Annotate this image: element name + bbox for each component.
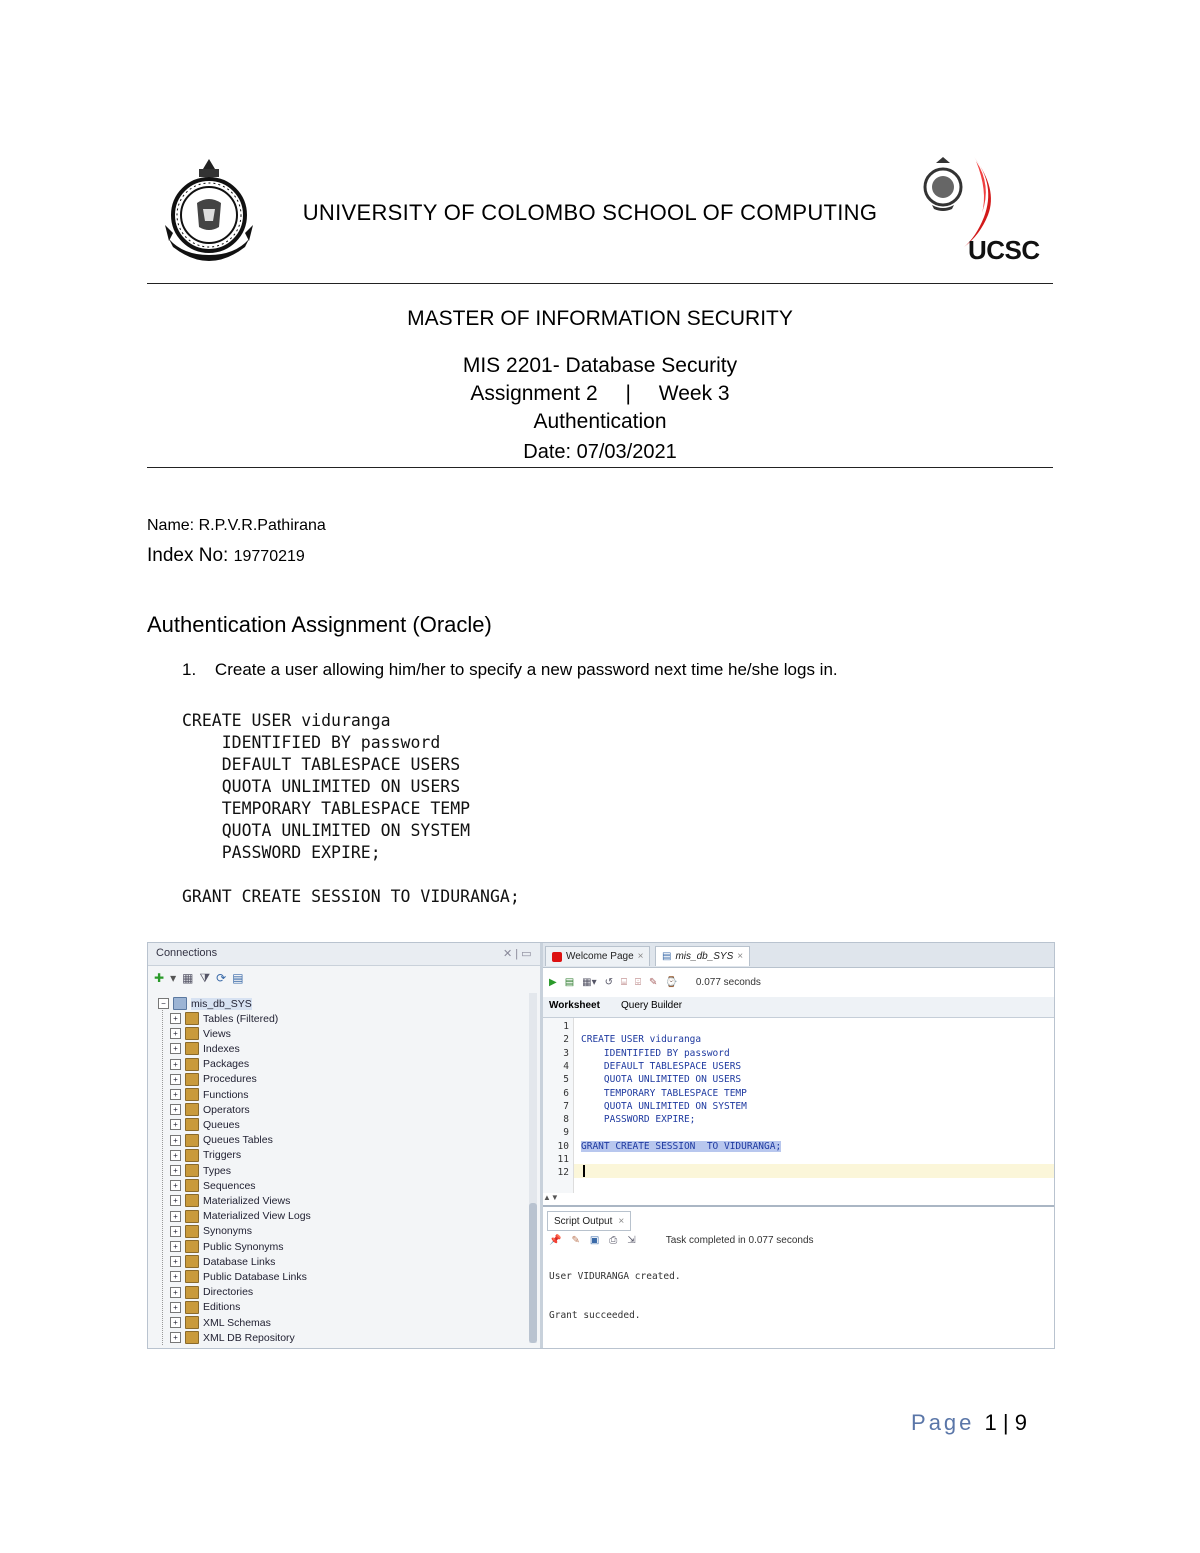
code-line: CREATE USER viduranga bbox=[182, 711, 391, 730]
student-index bbox=[147, 545, 305, 567]
question-number: 1. bbox=[182, 660, 197, 679]
sql-editor-pane bbox=[543, 943, 1054, 1348]
tree-node[interactable] bbox=[170, 1239, 284, 1254]
folder-icon bbox=[185, 1088, 199, 1101]
tree-node[interactable] bbox=[170, 1087, 249, 1102]
tree-node-label: Tables (Filtered) bbox=[203, 1012, 279, 1025]
connections-toolbar bbox=[154, 971, 244, 991]
tree-node-label: Synonyms bbox=[203, 1225, 253, 1238]
question-text: Create a user allowing him/her to specify a new password next time he/she logs in. bbox=[214, 660, 838, 679]
connections-title: Connections bbox=[156, 947, 218, 959]
format-icon[interactable]: ✎ bbox=[649, 976, 658, 988]
university-title: UNIVERSITY OF COLOMBO SCHOOL OF COMPUTING bbox=[302, 200, 878, 225]
sql-editor-line: TEMPORARY TABLESPACE TEMP bbox=[581, 1087, 747, 1099]
folder-icon bbox=[185, 1225, 199, 1238]
line-number-gutter bbox=[543, 1018, 574, 1193]
schema-icon[interactable]: ▦ bbox=[182, 971, 194, 985]
line-number: 8 bbox=[563, 1114, 569, 1126]
folder-icon bbox=[185, 1331, 199, 1344]
tab-welcome-page[interactable] bbox=[545, 946, 650, 966]
execution-time: 0.077 seconds bbox=[695, 976, 761, 988]
program-title: MASTER OF INFORMATION SECURITY bbox=[407, 307, 793, 330]
tab-mis-db-sys[interactable] bbox=[655, 946, 750, 966]
folder-icon bbox=[185, 1240, 199, 1253]
page-word: Page bbox=[911, 1410, 975, 1435]
tree-node[interactable] bbox=[170, 1041, 240, 1056]
folder-icon bbox=[185, 1118, 199, 1131]
tree-node-label: Types bbox=[203, 1164, 232, 1177]
tree-node[interactable] bbox=[170, 1254, 275, 1269]
text-cursor bbox=[583, 1165, 585, 1177]
folder-icon bbox=[185, 1301, 199, 1314]
tree-node-label: Views bbox=[203, 1027, 231, 1040]
code-line: QUOTA UNLIMITED ON SYSTEM bbox=[182, 821, 471, 840]
tab-welcome-label: Welcome Page bbox=[566, 951, 634, 962]
folder-icon bbox=[185, 1210, 199, 1223]
student-name bbox=[147, 517, 326, 535]
export-icon[interactable]: ⇲ bbox=[627, 1235, 636, 1246]
editor-toolbar bbox=[543, 970, 1055, 994]
tree-node[interactable] bbox=[170, 1330, 295, 1345]
output-toolbar bbox=[549, 1235, 814, 1246]
expand-icon[interactable]: + bbox=[170, 1074, 181, 1085]
clear-icon[interactable]: ✎ bbox=[571, 1235, 580, 1246]
expand-icon[interactable]: + bbox=[170, 1317, 181, 1328]
page-number: 1 bbox=[984, 1410, 997, 1435]
autotrace-icon[interactable]: ⌹ bbox=[635, 976, 642, 988]
topic-title: Authentication bbox=[533, 410, 667, 433]
expand-icon[interactable]: + bbox=[170, 1135, 181, 1146]
tree-node[interactable] bbox=[170, 1193, 290, 1208]
current-line-highlight bbox=[574, 1164, 1054, 1178]
editor-tab-bar bbox=[543, 943, 1054, 968]
sql-editor-line: QUOTA UNLIMITED ON SYSTEM bbox=[581, 1100, 747, 1112]
tree-node-label: Packages bbox=[203, 1058, 250, 1071]
date-line bbox=[147, 441, 1053, 464]
tree-node[interactable] bbox=[170, 1163, 231, 1178]
history-icon[interactable]: ⌚ bbox=[665, 976, 678, 988]
line-number: 6 bbox=[563, 1087, 569, 1099]
tree-node-label: Database Links bbox=[203, 1255, 276, 1268]
expand-icon[interactable]: + bbox=[170, 1180, 181, 1191]
sql-worksheet-icon: ▤ bbox=[662, 951, 672, 962]
tree-node[interactable] bbox=[170, 1011, 278, 1026]
header-divider bbox=[147, 283, 1053, 284]
ucsc-logo-text: UCSC bbox=[968, 235, 1040, 265]
tree-node-label: Public Database Links bbox=[203, 1270, 307, 1283]
code-line: GRANT CREATE SESSION TO VIDURANGA; bbox=[182, 887, 520, 906]
tree-node-label: Materialized View Logs bbox=[203, 1210, 311, 1223]
sql-developer-screenshot bbox=[147, 942, 1055, 1349]
line-number: 4 bbox=[563, 1060, 569, 1072]
commit-icon[interactable]: ▦▾ bbox=[582, 976, 597, 988]
name-label: Name: bbox=[147, 517, 195, 534]
task-status: Task completed in 0.077 seconds bbox=[665, 1235, 814, 1246]
tree-scrollbar-thumb[interactable] bbox=[529, 1203, 537, 1343]
sql-editor-line: DEFAULT TABLESPACE USERS bbox=[581, 1060, 742, 1072]
folder-icon bbox=[185, 1027, 199, 1040]
expand-icon[interactable]: + bbox=[170, 1165, 181, 1176]
tree-node-label: Editions bbox=[203, 1301, 241, 1314]
folder-icon bbox=[185, 1286, 199, 1299]
ucsc-logo bbox=[918, 155, 1038, 270]
tree-node[interactable] bbox=[170, 1148, 241, 1163]
expand-icon[interactable]: + bbox=[170, 1013, 181, 1024]
folder-icon bbox=[185, 1164, 199, 1177]
pin-icon[interactable]: 📌 bbox=[549, 1235, 562, 1246]
line-number: 3 bbox=[563, 1047, 569, 1059]
tree-node[interactable] bbox=[170, 1072, 257, 1087]
folder-icon bbox=[185, 1073, 199, 1086]
tab-close-icon[interactable]: × bbox=[737, 951, 744, 962]
tree-node[interactable] bbox=[170, 1117, 240, 1132]
course-title: MIS 2201- Database Security bbox=[462, 354, 738, 377]
sql-editor-line: PASSWORD EXPIRE; bbox=[581, 1114, 696, 1126]
panel-close-icon[interactable]: ✕ | ▭ bbox=[503, 948, 532, 960]
connections-panel bbox=[148, 943, 543, 1348]
sql-editor-line: CREATE USER viduranga bbox=[581, 1034, 702, 1046]
sql-editor-line: QUOTA UNLIMITED ON USERS bbox=[581, 1074, 742, 1086]
tree-node-label: XML Schemas bbox=[203, 1316, 271, 1329]
output-tab-label: Script Output bbox=[554, 1215, 613, 1227]
line-number: 9 bbox=[563, 1127, 569, 1139]
tree-node[interactable] bbox=[170, 1300, 240, 1315]
worksheet-subtabs bbox=[543, 997, 1054, 1018]
expand-icon[interactable]: + bbox=[170, 1271, 181, 1282]
tree-node-label: Operators bbox=[203, 1103, 250, 1116]
date-value: 07/03/2021 bbox=[576, 441, 677, 463]
folder-icon bbox=[185, 1012, 199, 1025]
code-line: IDENTIFIED BY password bbox=[182, 733, 441, 752]
expand-icon[interactable]: + bbox=[170, 1226, 181, 1237]
filter-icon[interactable]: ⧩ bbox=[199, 971, 211, 985]
refresh-icon[interactable]: ⟳ bbox=[216, 971, 227, 985]
line-number: 12 bbox=[557, 1167, 569, 1179]
output-line-user-created: User VIDURANGA created. bbox=[549, 1271, 681, 1282]
dropdown-icon[interactable]: ▾ bbox=[170, 971, 177, 985]
folder-icon bbox=[185, 1103, 199, 1116]
subtab-worksheet[interactable]: Worksheet bbox=[549, 1000, 600, 1011]
tree-node-label: Directories bbox=[203, 1286, 254, 1299]
total-pages: 9 bbox=[1014, 1410, 1027, 1435]
folder-icon bbox=[185, 1058, 199, 1071]
tab-worksheet-label: mis_db_SYS bbox=[675, 951, 734, 962]
expand-icon[interactable]: + bbox=[170, 1302, 181, 1313]
code-line: TEMPORARY TABLESPACE TEMP bbox=[182, 799, 471, 818]
week-label: Week 3 bbox=[658, 382, 730, 405]
question-item bbox=[182, 660, 838, 680]
folder-icon bbox=[185, 1134, 199, 1147]
expand-icon[interactable]: + bbox=[170, 1256, 181, 1267]
print-icon[interactable]: ⎙ bbox=[609, 1235, 618, 1246]
sql-icon[interactable]: ▤ bbox=[232, 971, 244, 985]
expand-icon[interactable]: + bbox=[170, 1089, 181, 1100]
tree-node[interactable] bbox=[170, 1315, 271, 1330]
line-number: 7 bbox=[563, 1100, 569, 1112]
expand-icon[interactable]: + bbox=[170, 1119, 181, 1130]
tree-root-node[interactable] bbox=[158, 996, 252, 1011]
assignment-separator: | bbox=[625, 382, 631, 405]
folder-icon bbox=[185, 1149, 199, 1162]
name-value: R.P.V.R.Pathirana bbox=[198, 517, 326, 534]
page-separator: | bbox=[1002, 1410, 1009, 1435]
tree-node-label: Queues bbox=[203, 1118, 240, 1131]
oracle-icon bbox=[552, 952, 562, 962]
subtab-query-builder[interactable]: Query Builder bbox=[621, 1000, 683, 1011]
sql-editor-line: IDENTIFIED BY password bbox=[581, 1047, 730, 1059]
folder-icon bbox=[185, 1042, 199, 1055]
tree-node[interactable] bbox=[170, 1133, 273, 1148]
run-statement-icon[interactable]: ▶ bbox=[549, 976, 557, 988]
expand-icon[interactable]: + bbox=[170, 1150, 181, 1161]
expand-icon[interactable]: + bbox=[170, 1211, 181, 1222]
code-line: DEFAULT TABLESPACE USERS bbox=[182, 755, 461, 774]
tree-node[interactable] bbox=[170, 1224, 252, 1239]
expand-icon[interactable]: + bbox=[170, 1332, 181, 1343]
tree-node[interactable] bbox=[170, 1057, 249, 1072]
tree-node-label: Queues Tables bbox=[203, 1134, 273, 1147]
code-line: PASSWORD EXPIRE; bbox=[182, 843, 381, 862]
assignment-label: Assignment 2 bbox=[470, 382, 598, 405]
tree-node[interactable] bbox=[170, 1269, 307, 1284]
expand-icon[interactable]: + bbox=[170, 1028, 181, 1039]
page-footer bbox=[911, 1410, 1027, 1436]
tree-node[interactable] bbox=[170, 1178, 256, 1193]
tree-node-label: Procedures bbox=[203, 1073, 257, 1086]
root-node-label: mis_db_SYS bbox=[191, 997, 252, 1010]
splitter-arrows[interactable]: ▲▼ bbox=[543, 1193, 559, 1202]
tree-node-label: Public Synonyms bbox=[203, 1240, 284, 1253]
line-number: 1 bbox=[563, 1021, 569, 1032]
expand-icon[interactable]: + bbox=[170, 1287, 181, 1298]
tree-node[interactable] bbox=[170, 1285, 253, 1300]
assignment-line bbox=[147, 382, 1053, 406]
line-number: 5 bbox=[563, 1074, 569, 1086]
tab-close-icon[interactable]: × bbox=[637, 951, 644, 962]
expand-icon[interactable]: + bbox=[170, 1059, 181, 1070]
title-divider bbox=[147, 467, 1053, 468]
expand-icon[interactable]: + bbox=[170, 1195, 181, 1206]
database-icon bbox=[173, 997, 187, 1010]
script-output-panel bbox=[543, 1205, 1054, 1349]
tree-node-label: Functions bbox=[203, 1088, 249, 1101]
tree-node-label: XML DB Repository bbox=[203, 1331, 295, 1344]
index-value: 19770219 bbox=[233, 548, 305, 565]
line-number: 10 bbox=[557, 1140, 569, 1152]
folder-icon bbox=[185, 1194, 199, 1207]
section-heading: Authentication Assignment (Oracle) bbox=[147, 612, 492, 637]
folder-icon bbox=[185, 1179, 199, 1192]
expand-icon[interactable]: + bbox=[170, 1043, 181, 1054]
index-label: Index No: bbox=[147, 545, 229, 566]
tab-script-output[interactable] bbox=[547, 1211, 631, 1231]
code-line: QUOTA UNLIMITED ON USERS bbox=[182, 777, 461, 796]
sql-editor-line: GRANT CREATE SESSION TO VIDURANGA; bbox=[581, 1140, 782, 1152]
tree-node[interactable] bbox=[170, 1209, 311, 1224]
tree-guide-line bbox=[162, 1005, 163, 1345]
tree-node[interactable] bbox=[170, 1102, 250, 1117]
output-close-icon[interactable]: × bbox=[618, 1215, 625, 1227]
tree-node[interactable] bbox=[170, 1026, 231, 1041]
tree-node-label: Indexes bbox=[203, 1042, 240, 1055]
date-label: Date: bbox=[523, 441, 572, 463]
folder-icon bbox=[185, 1270, 199, 1283]
collapse-icon[interactable]: − bbox=[158, 998, 169, 1009]
add-connection-icon[interactable]: ✚ bbox=[154, 971, 165, 985]
explain-plan-icon[interactable]: ⌸ bbox=[621, 976, 628, 988]
tree-node-label: Materialized Views bbox=[203, 1194, 291, 1207]
line-number: 2 bbox=[563, 1034, 569, 1046]
run-script-icon[interactable]: ▤ bbox=[564, 976, 575, 988]
line-number: 11 bbox=[557, 1154, 569, 1165]
expand-icon[interactable]: + bbox=[170, 1104, 181, 1115]
connections-header bbox=[148, 943, 540, 966]
tree-node-label: Sequences bbox=[203, 1179, 256, 1192]
sql-code-block bbox=[182, 710, 520, 908]
save-icon[interactable]: ▣ bbox=[589, 1235, 600, 1246]
expand-icon[interactable]: + bbox=[170, 1241, 181, 1252]
tree-node-label: Triggers bbox=[203, 1149, 242, 1162]
folder-icon bbox=[185, 1316, 199, 1329]
output-line-grant: Grant succeeded. bbox=[549, 1310, 641, 1321]
rollback-icon[interactable]: ↺ bbox=[604, 976, 614, 988]
folder-icon bbox=[185, 1255, 199, 1268]
